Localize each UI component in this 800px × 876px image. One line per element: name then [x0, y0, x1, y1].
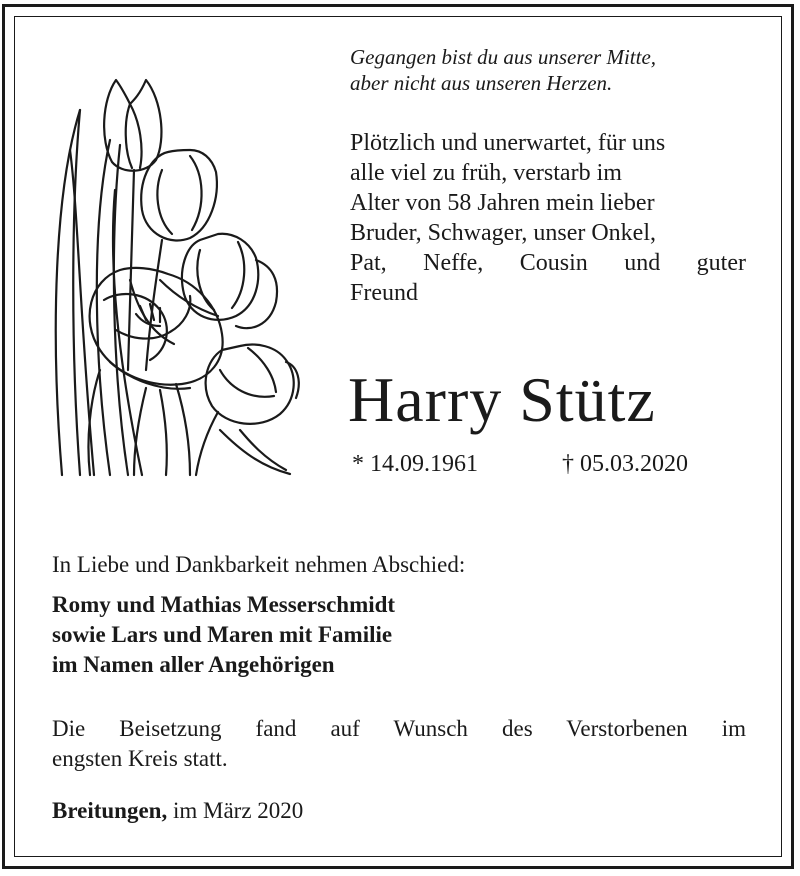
mourner-line: sowie Lars und Maren mit Familie [52, 622, 393, 647]
motto-line: Gegangen bist du aus unserer Mitte, [350, 45, 657, 69]
birth-date: * 14.09.1961 [352, 451, 478, 477]
burial-notice [52, 714, 746, 774]
announcement-line: Bruder, Schwager, unser Onkel, [350, 220, 656, 246]
burial-line: Die Beisetzung fand auf Wunsch des Verstorbenen im [52, 716, 746, 741]
tulip-bouquet-icon [50, 70, 300, 480]
burial-line: engsten Kreis statt. [52, 746, 228, 771]
mourners-list [52, 590, 752, 680]
announcement-text [350, 128, 746, 308]
motto-line: aber nicht aus unseren Herzen. [350, 71, 613, 95]
farewell-heading: In Liebe und Dankbarkeit nehmen Abschied: [52, 552, 466, 577]
death-date: † 05.03.2020 [562, 451, 688, 477]
announcement-line: Plötzlich und unerwartet, für uns [350, 130, 666, 156]
announcement-line: Freund [350, 280, 418, 306]
motto-quote [350, 44, 750, 96]
life-dates [352, 447, 752, 481]
place-town: Breitungen, [52, 798, 168, 823]
announcement-line: alle viel zu früh, verstarb im [350, 160, 622, 186]
place-and-date [52, 796, 652, 826]
mourner-line: Romy und Mathias Messerschmidt [52, 592, 396, 617]
announcement-line: Pat, Neffe, Cousin und guter [350, 250, 746, 276]
mourner-line: im Namen aller Angehörigen [52, 652, 335, 677]
announcement-line: Alter von 58 Jahren mein lieber [350, 190, 655, 216]
place-date: im März 2020 [172, 798, 304, 823]
deceased-name: Harry Stütz [348, 364, 656, 435]
